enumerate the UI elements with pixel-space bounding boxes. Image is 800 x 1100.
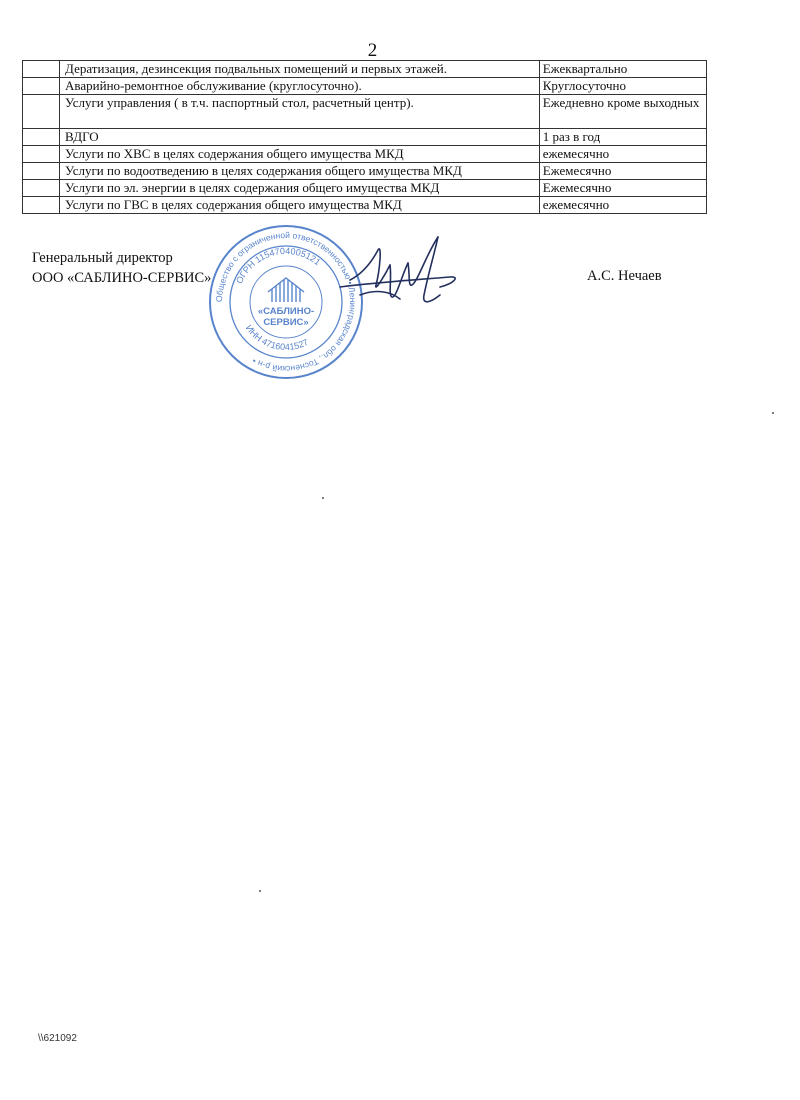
page-number: 2 <box>367 40 378 61</box>
frequency-cell: Ежемесячно <box>539 163 706 180</box>
table-row <box>23 129 707 146</box>
table-row <box>23 78 707 95</box>
signer-name: А.С. Нечаев <box>587 268 662 284</box>
frequency-cell: Ежедневно кроме выходных <box>539 95 706 129</box>
service-name-cell: ВДГО <box>60 129 540 146</box>
stamp-outer-text: Общество с ограниченной ответственностью • Ленинградская обл., Тосненский р-н • <box>213 229 359 375</box>
handwritten-signature <box>330 225 480 325</box>
frequency-cell: 1 раз в год <box>539 129 706 146</box>
service-name-cell: Услуги по ХВС в целях содержания общего имущества МКД <box>60 146 540 163</box>
frequency-cell: ежемесячно <box>539 197 706 214</box>
table-row <box>23 180 707 197</box>
scan-speck <box>259 890 261 892</box>
service-name-cell: Услуги по эл. энергии в целях содержания общего имущества МКД <box>60 180 540 197</box>
table-row <box>23 146 707 163</box>
service-name-cell: Дератизация, дезинсекция подвальных помещений и первых этажей. <box>60 61 540 78</box>
stamp-house-logo <box>268 278 304 302</box>
row-number-cell <box>23 146 60 163</box>
table-row <box>23 61 707 78</box>
frequency-cell: Круглосуточно <box>539 78 706 95</box>
stamp-ogrn: ОГРН 1154704005121 <box>234 245 323 286</box>
stamp-name-line2: СЕРВИС» <box>263 317 309 328</box>
scan-speck <box>772 412 774 414</box>
stamp-inn: ИНН 4716041527 <box>243 323 310 353</box>
row-number-cell <box>23 197 60 214</box>
service-name-cell: Услуги по ГВС в целях содержания общего имущества МКД <box>60 197 540 214</box>
signer-position: Генеральный директор <box>32 250 173 266</box>
signature-block <box>32 248 211 288</box>
service-name-cell: Услуги управления ( в т.ч. паспортный стол, расчетный центр). <box>60 95 540 129</box>
table-row <box>23 197 707 214</box>
service-name-cell: Аварийно-ремонтное обслуживание (круглосуточно). <box>60 78 540 95</box>
row-number-cell <box>23 163 60 180</box>
row-number-cell <box>23 95 60 129</box>
row-number-cell <box>23 61 60 78</box>
table-row <box>23 95 707 129</box>
stamp-name-line1: «САБЛИНО- <box>257 306 315 317</box>
service-name-cell: Услуги по водоотведению в целях содержания общего имущества МКД <box>60 163 540 180</box>
services-table <box>22 60 707 214</box>
table-row <box>23 163 707 180</box>
signer-organization: ООО «САБЛИНО-СЕРВИС» <box>32 270 212 286</box>
frequency-cell: Ежемесячно <box>539 180 706 197</box>
row-number-cell <box>23 78 60 95</box>
scan-speck <box>322 497 324 499</box>
document-code: \\621092 <box>38 1033 77 1044</box>
row-number-cell <box>23 129 60 146</box>
row-number-cell <box>23 180 60 197</box>
frequency-cell: ежемесячно <box>539 146 706 163</box>
frequency-cell: Ежеквартально <box>539 61 706 78</box>
